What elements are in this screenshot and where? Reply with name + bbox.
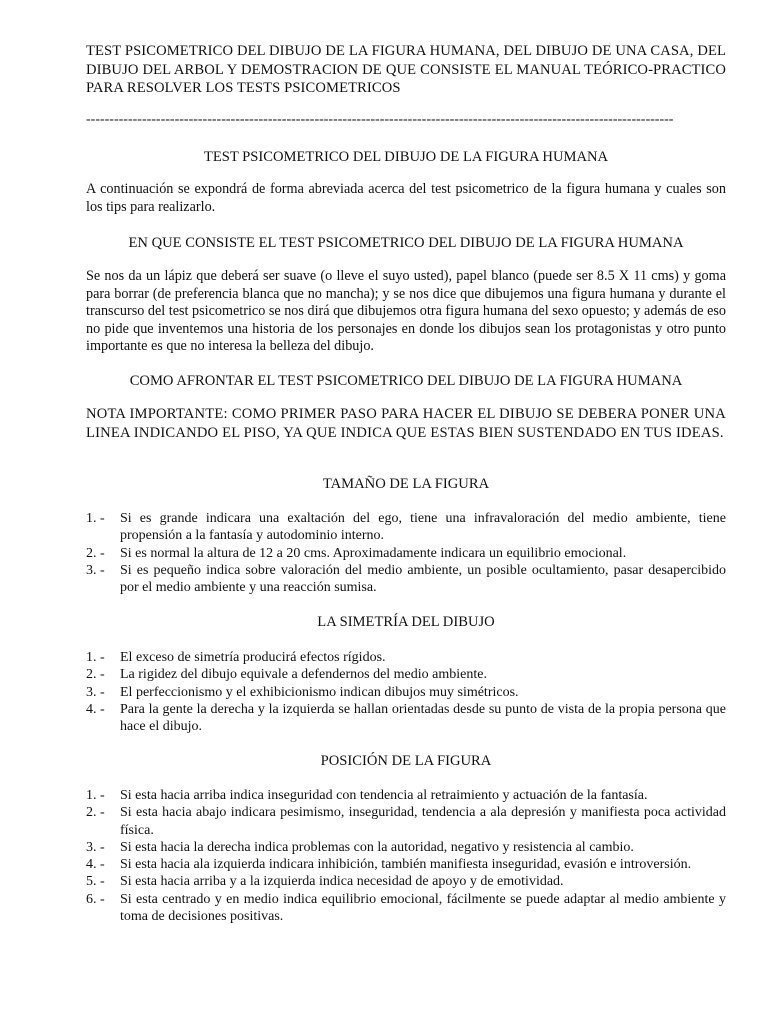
list-number: 2. - <box>86 667 105 683</box>
list-text: Si esta hacia abajo indicara pesimismo, inseguridad, tendencia a ala depresión y manifiesta poca actividad física. <box>120 805 726 838</box>
intro-paragraph: A continuación se expondrá de forma abreviada acerca del test psicometrico de la figura humana y cuales son los tips para realizarlo. <box>86 181 726 215</box>
important-note: NOTA IMPORTANTE: COMO PRIMER PASO PARA HACER EL DIBUJO SE DEBERA PONER UNA LINEA INDICANDO EL PISO, YA QUE INDICA QUE ESTAS BIEN SUSTENDADO EN TUS IDEAS. <box>86 406 726 441</box>
list-text: Si esta hacia arriba y a la izquierda indica necesidad de apoyo y de emotividad. <box>120 874 564 890</box>
list-text: Si esta hacia arriba indica inseguridad con tendencia al retraimiento y actuación de la fantasía. <box>120 788 648 803</box>
list-text: Si esta centrado y en medio indica equilibrio emocional, fácilmente se puede adaptar al medio ambiente y toma de decisiones positivas. <box>120 891 726 925</box>
list-number: 3. - <box>86 839 105 855</box>
list-item <box>86 684 726 701</box>
list-number: 3. - <box>86 684 105 700</box>
list-item <box>86 545 726 562</box>
position-list <box>86 787 726 925</box>
list-item <box>86 891 726 926</box>
list-text: Para la gente la derecha y la izquierda se hallan orientadas desde su punto de vista de la propia persona que hace el dibujo. <box>120 701 726 735</box>
consiste-paragraph: Se nos da un lápiz que deberá ser suave (o lleve el suyo usted), papel blanco (puede ser 8.5 X 11 cms) y goma para borrar (de preferencia blanca que no mancha); y se nos dice que dibujemos una figura humana y durante el transcurso del test psicometrico se nos dirá que dibujemos otra figura humana del sexo opuesto; y además de eso no pide que inventemos una historia de los personajes en donde los dibujos sean los protagonistas y otro punto importante es que no interesa la belleza del dibujo. <box>86 268 726 354</box>
size-list <box>86 510 726 596</box>
list-text: El exceso de simetría producirá efectos rígidos. <box>120 650 386 665</box>
list-number: 2. - <box>86 805 105 821</box>
list-item <box>86 510 726 545</box>
section-heading-figura-humana: TEST PSICOMETRICO DEL DIBUJO DE LA FIGURA HUMANA <box>203 149 609 165</box>
list-text: Si es pequeño indica sobre valoración del medio ambiente, un posible ocultamiento, pasar desapercibido por el medio ambiente y una reacción sumisa. <box>120 562 726 596</box>
list-text: El perfeccionismo y el exhibicionismo indican dibujos muy simétricos. <box>120 684 519 700</box>
list-number: 1. - <box>86 511 105 526</box>
list-text: Si esta hacia ala izquierda indicara inhibición, también manifiesta inseguridad, evasión e introversión. <box>120 857 692 873</box>
section-heading-tamano: TAMAÑO DE LA FIGURA <box>322 476 490 492</box>
list-text: Si es grande indicara una exaltación del ego, tiene una infravaloración del medio ambiente, tiene propensión a la fantasía y autodominio interno. <box>120 511 726 544</box>
list-item <box>86 666 726 683</box>
list-item <box>86 804 726 839</box>
list-number: 1. - <box>86 650 105 665</box>
list-item <box>86 787 726 804</box>
list-item <box>86 562 726 597</box>
list-text: La rigidez del dibujo equivale a defendernos del medio ambiente. <box>120 667 487 683</box>
list-text: Si esta hacia la derecha indica problemas con la autoridad, negativo y resistencia al cambio. <box>120 839 634 855</box>
list-item <box>86 856 726 873</box>
list-number: 6. - <box>86 891 105 907</box>
list-number: 3. - <box>86 562 105 578</box>
list-item <box>86 649 726 666</box>
list-number: 5. - <box>86 874 105 890</box>
list-number: 2. - <box>86 545 105 561</box>
section-heading-como-afrontar: COMO AFRONTAR EL TEST PSICOMETRICO DEL DIBUJO DE LA FIGURA HUMANA <box>129 373 683 389</box>
list-item <box>86 839 726 856</box>
section-heading-simetria: LA SIMETRÍA DEL DIBUJO <box>317 614 495 630</box>
list-number: 1. - <box>86 788 105 803</box>
symmetry-list <box>86 649 726 735</box>
list-text: Si es normal la altura de 12 a 20 cms. Aproximadamente indicara un equilibrio emocional. <box>120 545 627 561</box>
section-heading-posicion: POSICIÓN DE LA FIGURA <box>320 753 492 769</box>
dashed-divider: ------------------------------------------------------------------------------------------------------------------------------ <box>86 112 674 127</box>
list-number: 4. - <box>86 701 105 717</box>
list-item <box>86 701 726 736</box>
document-title: TEST PSICOMETRICO DEL DIBUJO DE LA FIGURA HUMANA, DEL DIBUJO DE UNA CASA, DEL DIBUJO DEL ARBOL Y DEMOSTRACION DE QUE CONSISTE EL MANUAL TEÓRICO-PRACTICO PARA RESOLVER LOS TESTS PSICOMETRICOS <box>86 43 726 96</box>
list-item <box>86 873 726 890</box>
section-heading-en-que-consiste: EN QUE CONSISTE EL TEST PSICOMETRICO DEL DIBUJO DE LA FIGURA HUMANA <box>128 235 684 251</box>
list-number: 4. - <box>86 857 105 873</box>
